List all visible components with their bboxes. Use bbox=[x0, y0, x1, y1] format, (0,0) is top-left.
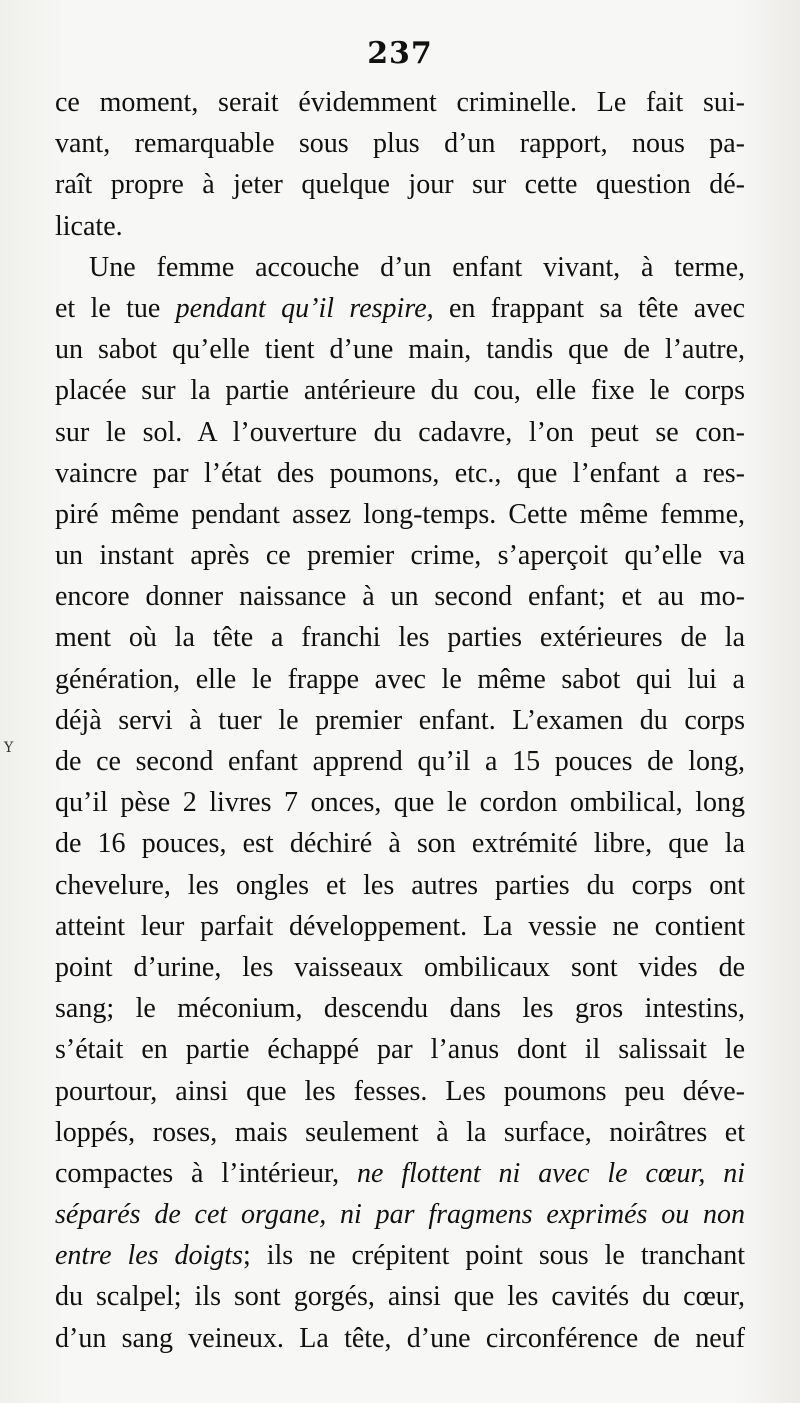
text-segment: Une femme accouche d’un enfant vivant, à terme, bbox=[89, 251, 745, 283]
text-segment: un instant après ce premier crime, s’aperçoit qu’elle va bbox=[55, 540, 745, 572]
text-segment: licate. bbox=[55, 210, 123, 242]
text-line bbox=[55, 247, 745, 288]
text-line bbox=[55, 82, 745, 123]
text-line bbox=[55, 1194, 745, 1235]
text-segment: de 16 pouces, est déchiré à son extrémité libre, que la bbox=[55, 828, 745, 860]
text-line bbox=[55, 123, 745, 164]
text-segment: vaincre par l’état des poumons, etc., que l’enfant a res- bbox=[55, 457, 745, 489]
text-segment: génération, elle le frappe avec le même sabot qui lui a bbox=[55, 663, 745, 695]
body-text bbox=[55, 82, 745, 1359]
text-segment: atteint leur parfait développement. La vessie ne contient bbox=[55, 910, 745, 942]
text-segment: déjà servi à tuer le premier enfant. L’examen du corps bbox=[55, 704, 745, 736]
text-line bbox=[55, 412, 745, 453]
text-line bbox=[55, 370, 745, 411]
text-segment: du scalpel; ils sont gorgés, ainsi que les cavités du cœur, bbox=[55, 1281, 745, 1313]
text-line bbox=[55, 700, 745, 741]
text-line bbox=[55, 1029, 745, 1070]
text-line bbox=[55, 823, 745, 864]
text-segment: placée sur la partie antérieure du cou, elle fixe le corps bbox=[55, 375, 745, 407]
text-segment: pourtour, ainsi que les fesses. Les poumons peu déve- bbox=[55, 1075, 745, 1107]
text-line bbox=[55, 1153, 745, 1194]
text-segment: loppés, roses, mais seulement à la surface, noirâtres et bbox=[55, 1116, 745, 1148]
text-segment: un sabot qu’elle tient d’une main, tandis que de l’autre, bbox=[55, 334, 745, 366]
text-line bbox=[55, 164, 745, 205]
text-line bbox=[55, 617, 745, 658]
italic-text-segment: entre les doigts bbox=[55, 1240, 243, 1272]
text-line bbox=[55, 865, 745, 906]
italic-text-segment: ne flottent ni avec le cœur, ni bbox=[357, 1157, 745, 1189]
text-segment: raît propre à jeter quelque jour sur cette question dé- bbox=[55, 169, 745, 201]
text-line bbox=[55, 535, 745, 576]
text-segment: ; ils ne crépitent point sous le tranchant bbox=[242, 1240, 745, 1272]
text-segment: d’un sang veineux. La tête, d’une circonférence de neuf bbox=[55, 1322, 745, 1354]
text-segment: point d’urine, les vaisseaux ombilicaux sont vides de bbox=[55, 951, 745, 983]
page-number: 237 bbox=[367, 36, 433, 71]
text-segment: de ce second enfant apprend qu’il a 15 pouces de long, bbox=[55, 746, 745, 777]
text-segment: en frappant sa tête avec bbox=[433, 292, 745, 324]
text-line bbox=[55, 906, 745, 947]
text-line bbox=[55, 206, 745, 247]
text-segment: compactes à l’intérieur, bbox=[55, 1157, 358, 1189]
text-line bbox=[55, 329, 745, 370]
text-segment: chevelure, les ongles et les autres parties du corps ont bbox=[55, 869, 745, 901]
text-line bbox=[55, 947, 745, 988]
text-segment: ce moment, serait évidemment criminelle. Le fait sui- bbox=[55, 87, 745, 118]
text-line bbox=[55, 1276, 745, 1317]
text-segment: piré même pendant assez long-temps. Cette même femme, bbox=[55, 498, 745, 530]
text-line bbox=[55, 288, 745, 329]
text-segment: ment où la tête a franchi les parties extérieures de la bbox=[55, 622, 745, 654]
margin-mark: Y bbox=[4, 740, 14, 756]
text-line bbox=[55, 1071, 745, 1112]
text-segment: et le tue bbox=[55, 292, 176, 324]
text-segment: vant, remarquable sous plus d’un rapport, nous pa- bbox=[55, 128, 745, 160]
text-line bbox=[55, 494, 745, 535]
text-segment: sur le sol. A l’ouverture du cadavre, l’on peut se con- bbox=[55, 416, 745, 448]
text-line bbox=[55, 659, 745, 700]
text-segment: s’était en partie échappé par l’anus dont il salissait le bbox=[55, 1034, 745, 1066]
text-line bbox=[55, 1318, 745, 1359]
text-line bbox=[55, 1235, 745, 1276]
text-segment: sang; le méconium, descendu dans les gros intestins, bbox=[55, 993, 745, 1025]
text-line bbox=[55, 741, 745, 782]
text-line bbox=[55, 453, 745, 494]
text-line bbox=[55, 988, 745, 1029]
text-segment: encore donner naissance à un second enfant; et au mo- bbox=[55, 581, 745, 613]
italic-text-segment: pendant qu’il respire, bbox=[175, 292, 434, 324]
italic-text-segment: séparés de cet organe, ni par fragmens exprimés ou non bbox=[55, 1199, 745, 1231]
text-line bbox=[55, 782, 745, 823]
text-segment: qu’il pèse 2 livres 7 onces, que le cordon ombilical, long bbox=[55, 787, 745, 819]
text-line bbox=[55, 1112, 745, 1153]
text-line bbox=[55, 576, 745, 617]
